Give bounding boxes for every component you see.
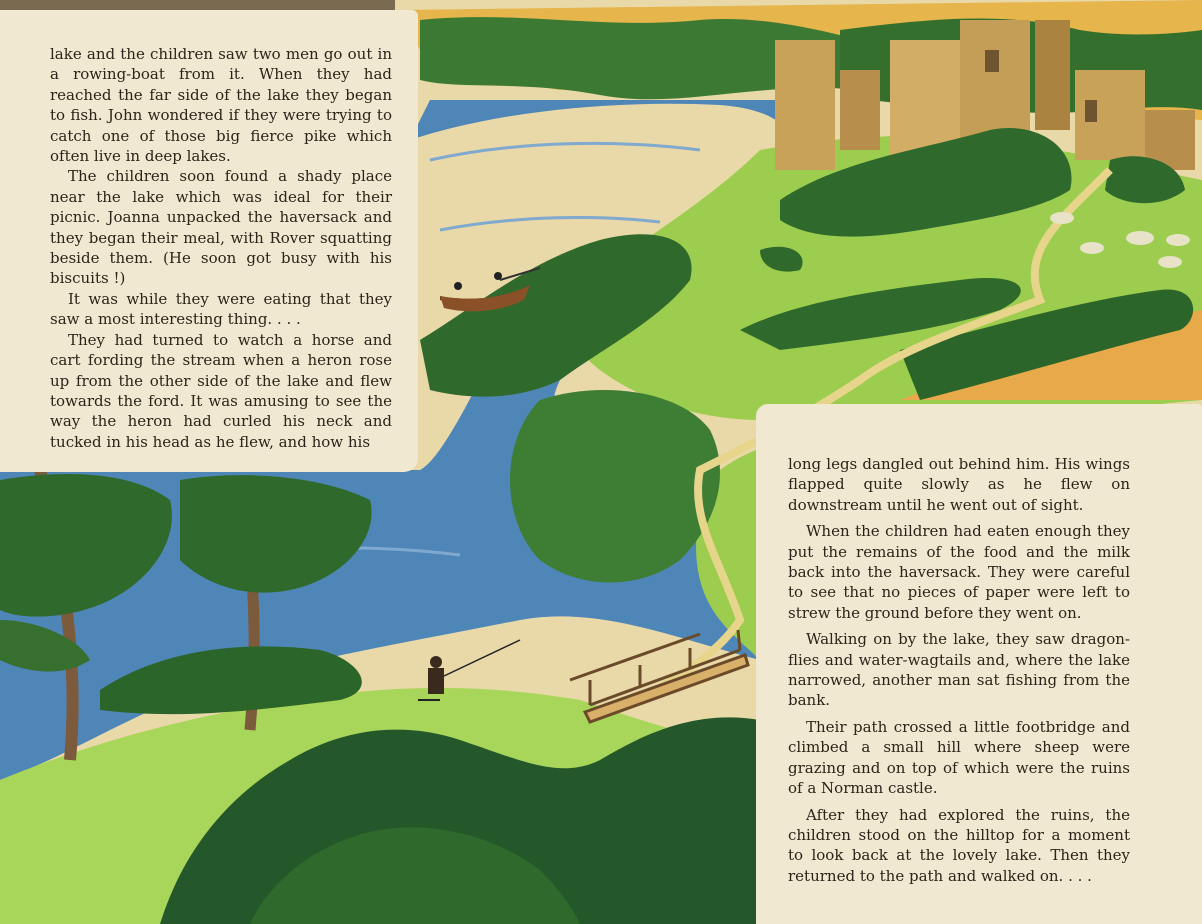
text-panel-left <box>0 10 418 472</box>
paragraph: They had turned to watch a horse and cart fording the stream when a heron rose up from the other side of the lake and flew towards the ford. It was amusing to see the way the heron had curled his neck and tucked in his head as he flew, and how his <box>50 330 392 451</box>
paragraph: It was while they were eating that they saw a most interesting thing. . . . <box>50 289 392 329</box>
paragraph: lake and the children saw two men go out in a rowing-boat from it. When they had reached the far side of the lake they began to fish. John wondered if they were trying to catch one of those big fierce pike which often live in deep lakes. <box>50 45 392 166</box>
paragraph: When the children had eaten enough they put the remains of the food and the milk back into the haversack. They were careful to see that no pieces of paper were left to strew the ground before they went on. <box>788 522 1130 622</box>
right-text-block <box>788 454 1130 886</box>
paragraph: Walking on by the lake, they saw dragon-flies and water-wagtails and, where the lake narrowed, another man sat fishing from the bank. <box>788 630 1130 710</box>
paragraph: The children soon found a shady place near the lake which was ideal for their picnic. Joanna unpacked the haversack and they began their meal, with Rover squatting beside them. (He soon got busy with his biscuits !) <box>50 167 392 288</box>
text-panel-right <box>756 404 1202 924</box>
paragraph: After they had explored the ruins, the children stood on the hilltop for a moment to look back at the lovely lake. Then they returned to the path and walked on. . . . <box>788 805 1130 885</box>
left-text-block <box>50 44 392 452</box>
paragraph: long legs dangled out behind him. His wings flapped quite slowly as he flew on downstream until he went out of sight. <box>788 455 1130 514</box>
paragraph: Their path crossed a little footbridge and climbed a small hill where sheep were grazing and on top of which were the ruins of a Norman castle. <box>788 717 1130 798</box>
